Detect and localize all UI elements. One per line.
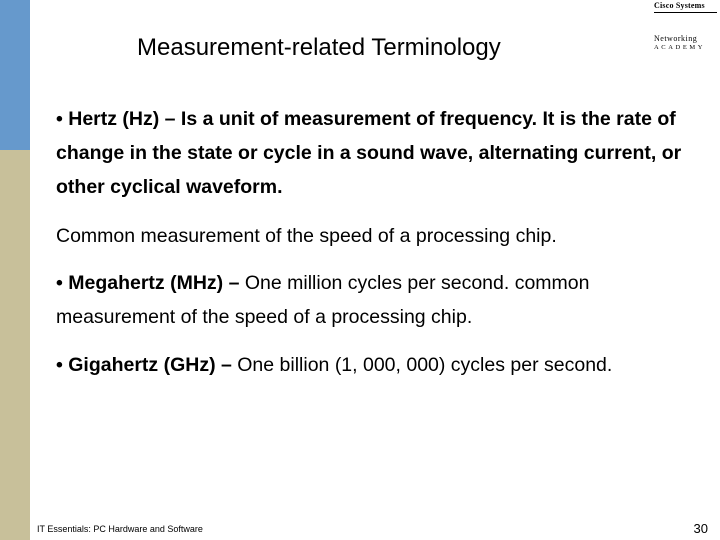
gigahertz-term: • Gigahertz (GHz) – bbox=[56, 354, 232, 376]
logo-rule bbox=[654, 12, 717, 13]
logo-line-1: Cisco Systems bbox=[654, 1, 705, 10]
gigahertz-definition bbox=[56, 348, 696, 382]
megahertz-term: • Megahertz (MHz) – bbox=[56, 272, 240, 294]
logo-line-3: ACADEMY bbox=[654, 44, 706, 51]
sidebar-accent-top bbox=[0, 0, 30, 150]
megahertz-definition bbox=[56, 266, 696, 334]
page-number: 30 bbox=[693, 521, 708, 536]
hertz-definition: • Hertz (Hz) – Is a unit of measurement of frequency. It is the rate of change in the state or cycle in a sound wave, alternating current, or other cyclical waveform. bbox=[56, 108, 682, 198]
sidebar-accent-bottom bbox=[0, 150, 30, 540]
hertz-note: Common measurement of the speed of a processing chip. bbox=[56, 225, 557, 247]
logo-line-2: Networking bbox=[654, 34, 698, 43]
slide-title: Measurement-related Terminology bbox=[137, 34, 501, 61]
cisco-networking-academy-logo bbox=[652, 0, 720, 54]
footer-course-name: IT Essentials: PC Hardware and Software bbox=[37, 524, 203, 534]
megahertz-text: One million cycles per second. common measurement of the speed of a processing chip. bbox=[56, 272, 590, 328]
gigahertz-text: One billion (1, 000, 000) cycles per second. bbox=[231, 354, 613, 376]
